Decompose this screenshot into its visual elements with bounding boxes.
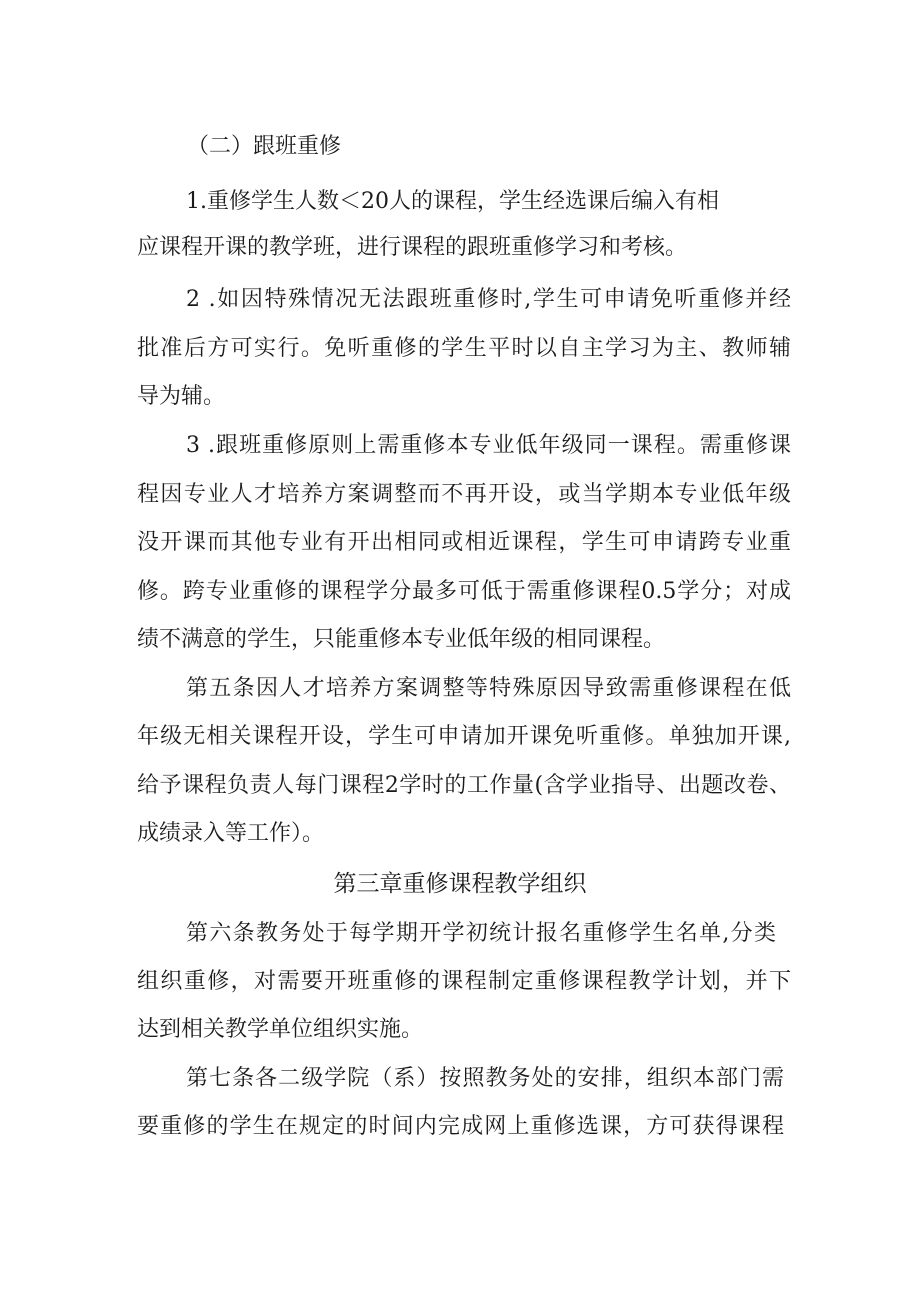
chapter-title: 第三章重修课程教学组织 xyxy=(333,871,587,897)
paragraph-4-line-3: 给予课程负责人每门课程2学时的工作量(含学业指导、出题改卷、 xyxy=(137,773,791,798)
paragraph-1-line-1: 1.重修学生人数＜20人的课程，学生经选课后编入有相 xyxy=(186,189,719,214)
paragraph-4-line-2: 年级无相关课程开设，学生可申请加开课免听重修。单独加开课, xyxy=(137,724,791,749)
paragraph-3-line-4: 修。跨专业重修的课程学分最多可低于需重修课程0.5学分；对成 xyxy=(137,579,791,604)
paragraph-5-line-2: 组织重修，对需要开班重修的课程制定重修课程教学计划，并下 xyxy=(137,969,791,994)
paragraph-5-line-3: 达到相关教学单位组织实施。 xyxy=(137,1017,424,1042)
paragraph-1-line-2: 应课程开课的教学班，进行课程的跟班重修学习和考核。 xyxy=(137,235,688,260)
paragraph-2-line-3: 导为辅。 xyxy=(137,384,226,409)
section-heading: （二）跟班重修 xyxy=(187,134,342,159)
paragraph-6-line-1: 第七条各二级学院（系）按照教务处的安排，组织本部门需 xyxy=(186,1066,784,1091)
paragraph-4-line-1: 第五条因人才培养方案调整等特殊原因导致需重修课程在低 xyxy=(186,676,791,701)
paragraph-6-line-2: 要重修的学生在规定的时间内完成网上重修选课，方可获得课程 xyxy=(137,1114,784,1139)
paragraph-3-line-1: 3 .跟班重修原则上需重修本专业低年级同一课程。需重修课 xyxy=(186,433,791,458)
paragraph-3-line-2: 程因专业人才培养方案调整而不再开设，或当学期本专业低年级 xyxy=(137,482,791,507)
paragraph-3-line-5: 绩不满意的学生，只能重修本专业低年级的相同课程。 xyxy=(137,627,666,652)
paragraph-5-line-1: 第六条教务处于每学期开学初统计报名重修学生名单,分类 xyxy=(186,921,776,946)
paragraph-2-line-2: 批准后方可实行。免听重修的学生平时以自主学习为主、教师辅 xyxy=(137,336,791,361)
paragraph-4-line-4: 成绩录入等工作）。 xyxy=(137,821,325,846)
paragraph-3-line-3: 没开课而其他专业有开出相同或相近课程，学生可申请跨专业重 xyxy=(137,530,791,555)
paragraph-2-line-1: 2 .如因特殊情况无法跟班重修时,学生可申请免听重修并经 xyxy=(186,287,791,312)
